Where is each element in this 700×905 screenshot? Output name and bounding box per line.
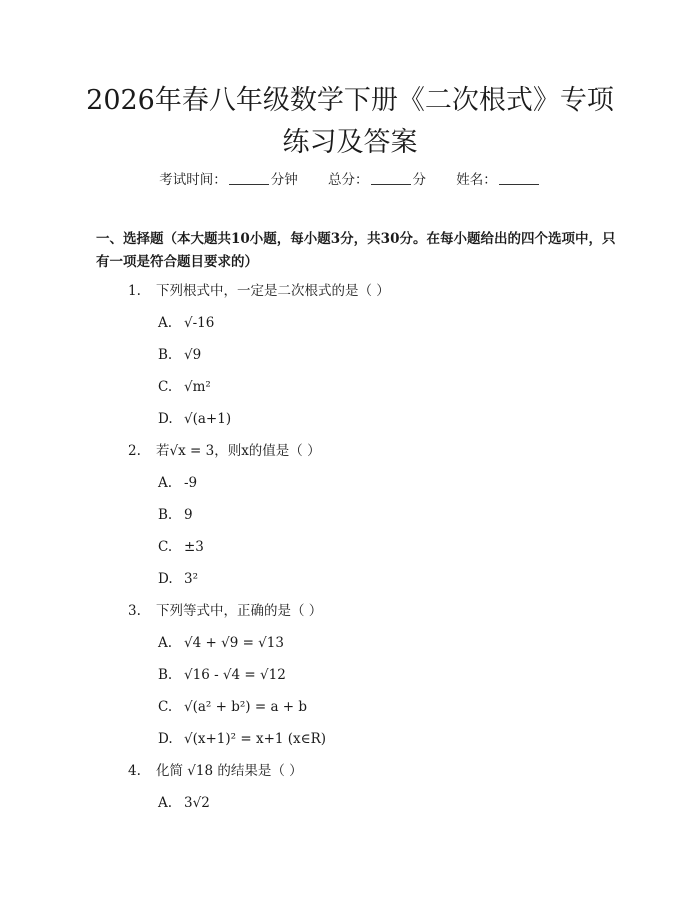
exam-time-blank xyxy=(229,172,269,185)
title-line-2: 练习及答案 xyxy=(282,127,418,158)
option-text: -9 xyxy=(184,475,198,491)
option-letter: B. xyxy=(158,667,173,683)
option-letter: A. xyxy=(158,635,173,651)
option-text: ±3 xyxy=(184,539,204,555)
option-text: 9 xyxy=(184,507,193,523)
option-letter: B. xyxy=(158,347,173,363)
total-score-label: 总分： xyxy=(328,172,369,188)
question-2-option-d xyxy=(158,570,198,588)
title-line-1: 2026年春八年级数学下册《二次根式》专项 xyxy=(86,85,614,116)
question-1 xyxy=(128,282,390,300)
question-1-option-b xyxy=(158,346,201,364)
option-text: √16 - √4 = √12 xyxy=(184,667,286,683)
exam-time-field xyxy=(159,168,298,188)
question-1-option-d xyxy=(158,410,231,428)
question-1-option-c xyxy=(158,378,211,396)
question-4 xyxy=(128,762,303,780)
question-3-option-b xyxy=(158,666,286,684)
question-text: 若√x = 3，则x的值是（ ） xyxy=(156,443,321,459)
question-text: 下列等式中，正确的是（ ） xyxy=(156,603,323,619)
option-letter: D. xyxy=(158,731,173,747)
option-letter: C. xyxy=(158,379,173,395)
total-score-field xyxy=(328,168,426,188)
question-2-option-a xyxy=(158,474,197,492)
option-text: √-16 xyxy=(184,315,215,331)
question-2-option-c xyxy=(158,538,204,556)
question-4-option-a xyxy=(158,794,210,812)
total-score-blank xyxy=(371,172,411,185)
question-1-option-a xyxy=(158,314,214,332)
name-field xyxy=(456,168,541,188)
option-letter: C. xyxy=(158,539,173,555)
question-3-option-d xyxy=(158,730,326,748)
option-text: √4 + √9 = √13 xyxy=(184,635,284,651)
option-text: 3√2 xyxy=(184,795,210,811)
option-letter: C. xyxy=(158,699,173,715)
question-3-option-c xyxy=(158,698,307,716)
section-heading: 一、选择题（本大题共10小题，每小题3分，共30分。在每小题给出的四个选项中，只有一项是符合题目要求的） xyxy=(96,231,616,270)
option-letter: B. xyxy=(158,507,173,523)
name-blank xyxy=(499,172,539,185)
option-letter: A. xyxy=(158,475,173,491)
option-text: 3² xyxy=(184,571,199,587)
option-text: √9 xyxy=(184,347,202,363)
option-text: √(a² + b²) = a + b xyxy=(184,699,308,715)
question-2-option-b xyxy=(158,506,193,524)
option-letter: A. xyxy=(158,315,173,331)
question-2 xyxy=(128,442,321,460)
option-text: √(x+1)² = x+1 (x∈R) xyxy=(184,731,327,747)
question-3-option-a xyxy=(158,634,284,652)
question-text: 下列根式中，一定是二次根式的是（ ） xyxy=(156,283,390,299)
question-number: 1. xyxy=(128,283,141,299)
option-letter: A. xyxy=(158,795,173,811)
exam-time-label: 考试时间： xyxy=(159,172,227,188)
option-text: √m² xyxy=(184,379,211,395)
document-title xyxy=(40,80,660,164)
exam-info-line xyxy=(0,168,700,188)
question-number: 3. xyxy=(128,603,141,619)
total-score-unit: 分 xyxy=(412,172,426,188)
name-label: 姓名： xyxy=(456,172,497,188)
question-number: 4. xyxy=(128,763,141,779)
question-text: 化简 √18 的结果是（ ） xyxy=(156,763,303,779)
exam-time-unit: 分钟 xyxy=(270,172,298,188)
option-letter: D. xyxy=(158,411,173,427)
option-letter: D. xyxy=(158,571,173,587)
question-3 xyxy=(128,602,322,620)
option-text: √(a+1) xyxy=(184,411,232,427)
question-number: 2. xyxy=(128,443,141,459)
